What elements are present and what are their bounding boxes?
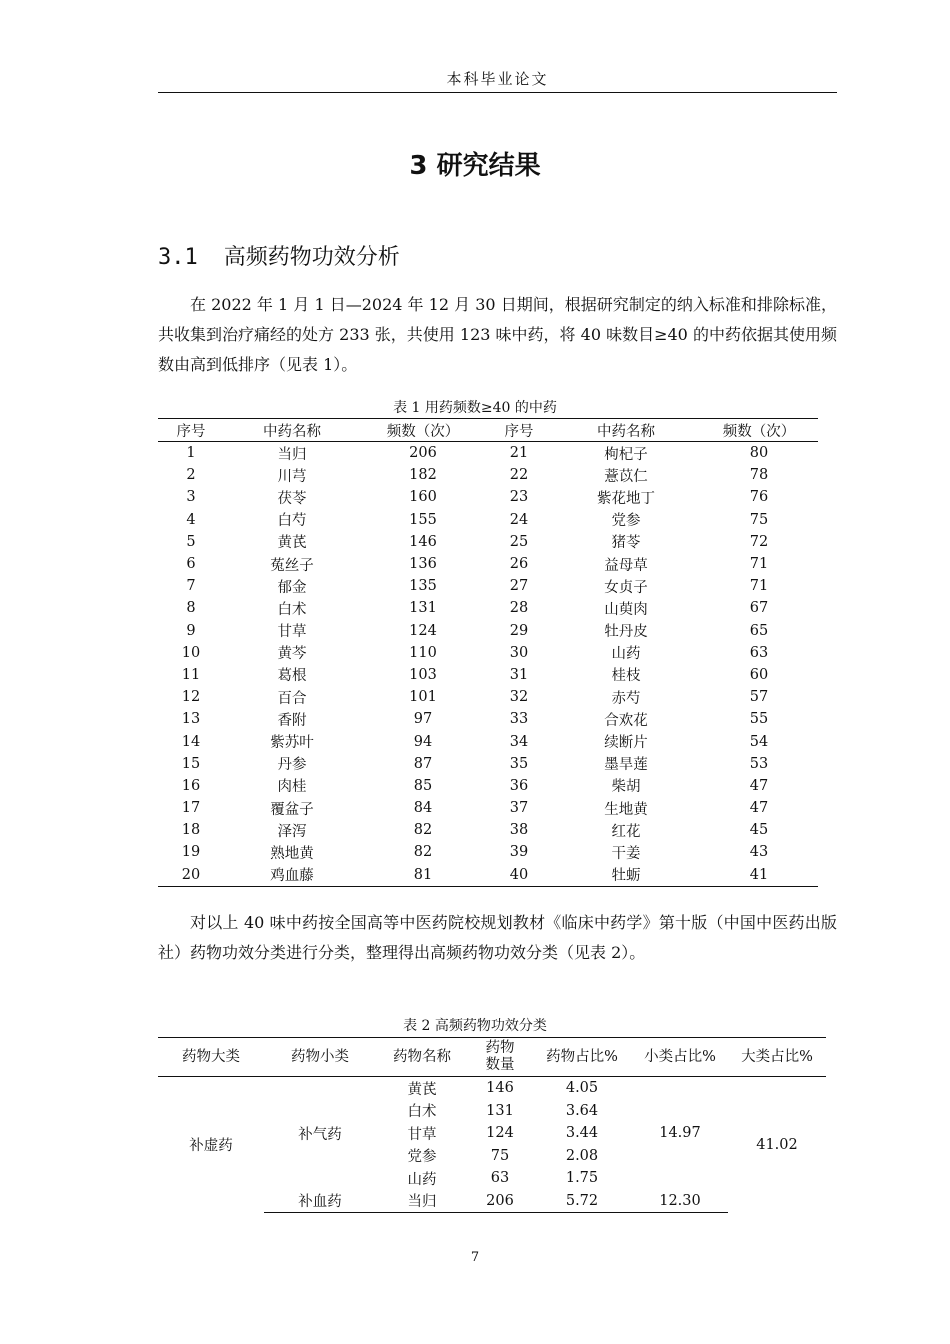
table-cell: 37 <box>509 800 529 817</box>
table-cell: 4 <box>186 511 196 528</box>
table-row <box>158 553 818 575</box>
table-row <box>158 464 818 486</box>
table-cell: 135 <box>409 578 437 595</box>
table-header-row <box>158 419 818 442</box>
table-cell: 101 <box>409 689 437 706</box>
table-cell: 14 <box>181 733 201 750</box>
herb-pct-cell: 3.64 <box>565 1102 599 1119</box>
table-cell: 40 <box>509 866 529 883</box>
herb-pct-cell: 4.05 <box>565 1080 599 1097</box>
chapter-title: 3 研究结果 <box>409 151 541 181</box>
section-title <box>158 240 400 271</box>
table-cell: 熟地黄 <box>270 845 314 862</box>
table-cell: 94 <box>413 733 433 750</box>
table-cell: 11 <box>181 666 201 683</box>
table-cell: 71 <box>749 578 769 595</box>
table-cell: 15 <box>181 755 201 772</box>
table-cell: 紫苏叶 <box>270 735 314 752</box>
table-cell: 45 <box>749 822 769 839</box>
table-row <box>158 708 818 730</box>
table-cell: 10 <box>181 644 201 661</box>
table-row <box>158 775 818 797</box>
table-cell: 28 <box>509 600 529 617</box>
column-header: 药物名称 <box>376 1038 468 1077</box>
column-header: 小类占比% <box>632 1038 728 1077</box>
table-row <box>158 819 818 841</box>
table-cell: 生地黄 <box>604 801 648 818</box>
table2-caption: 表 2 高频药物功效分类 <box>403 1018 547 1034</box>
table-cell: 32 <box>509 689 529 706</box>
table-cell: 29 <box>509 622 529 639</box>
major-class-cell: 补虚药 <box>189 1138 233 1155</box>
table-cell: 146 <box>409 533 437 550</box>
table-cell: 益母草 <box>604 557 648 574</box>
table-cell: 155 <box>409 511 437 528</box>
herb-name-cell: 甘草 <box>407 1126 437 1143</box>
paragraph-intro: 在 2022 年 1 月 1 日—2024 年 12 月 30 日期间，根据研究制定的纳入标准和排除标准，共收集到治疗痛经的处方 233 张，共使用 123 味中药，将 40 味数目≥40 的中药依据其使用频数由高到低排序（见表 1）。 <box>158 295 837 374</box>
table-cell: 13 <box>181 711 201 728</box>
table-cell: 12 <box>181 689 201 706</box>
table-cell: 206 <box>409 445 437 462</box>
column-header <box>468 1038 532 1077</box>
table-cell: 7 <box>186 578 196 595</box>
table-cell: 25 <box>509 533 529 550</box>
table-cell: 43 <box>749 844 769 861</box>
table-cell: 5 <box>186 533 196 550</box>
table-cell: 103 <box>409 666 437 683</box>
table-cell: 31 <box>509 666 529 683</box>
table-cell: 82 <box>413 844 433 861</box>
table-cell: 黄芩 <box>277 646 307 663</box>
table-cell: 26 <box>509 556 529 573</box>
table-cell: 1 <box>186 445 196 462</box>
table-cell: 续断片 <box>604 735 648 752</box>
table-cell: 香附 <box>277 712 307 729</box>
table-cell: 猪苓 <box>611 535 641 552</box>
column-header: 频数（次） <box>700 419 818 442</box>
table-cell: 3 <box>186 489 196 506</box>
major-pct-cell: 41.02 <box>756 1136 798 1153</box>
table-cell: 泽泻 <box>277 823 307 840</box>
herb-pct-cell: 3.44 <box>565 1125 599 1142</box>
table-cell: 110 <box>409 644 437 661</box>
table-cell: 63 <box>749 644 769 661</box>
table-cell: 川芎 <box>277 468 307 485</box>
table-cell: 57 <box>749 689 769 706</box>
table-cell: 覆盆子 <box>270 801 314 818</box>
table-row <box>158 664 818 686</box>
column-header: 药物占比% <box>532 1038 632 1077</box>
table-cell: 21 <box>509 445 529 462</box>
table-cell: 16 <box>181 777 201 794</box>
table-cell: 33 <box>509 711 529 728</box>
table-row <box>158 531 818 553</box>
table-row <box>158 642 818 664</box>
herb-name-cell: 山药 <box>407 1171 437 1188</box>
table-cell: 38 <box>509 822 529 839</box>
column-header: 药物小类 <box>264 1038 376 1077</box>
column-header: 序号 <box>158 419 224 442</box>
page-header: 本科毕业论文 <box>158 68 837 93</box>
table-row <box>158 753 818 775</box>
table-cell: 2 <box>186 467 196 484</box>
table-cell: 36 <box>509 777 529 794</box>
table-cell: 百合 <box>277 690 307 707</box>
section-title-text: 高频药物功效分析 <box>223 245 400 270</box>
table-cell: 鸡血藤 <box>270 868 314 885</box>
column-header: 频数（次） <box>360 419 486 442</box>
table-row <box>158 730 818 752</box>
table-row <box>158 841 818 863</box>
minor-class-cell: 补血药 <box>264 1190 376 1213</box>
minor-class-cell: 补气药 <box>298 1126 342 1143</box>
table-cell: 30 <box>509 644 529 661</box>
table-cell: 红花 <box>611 823 641 840</box>
table-row <box>158 620 818 642</box>
table-row <box>158 442 818 465</box>
table-cell: 合欢花 <box>604 712 648 729</box>
herb-count-cell: 124 <box>486 1125 514 1142</box>
table-row <box>158 597 818 619</box>
column-header: 序号 <box>486 419 552 442</box>
table-cell: 干姜 <box>611 845 641 862</box>
herb-count-cell: 206 <box>468 1190 532 1213</box>
table-cell: 60 <box>749 666 769 683</box>
table-cell: 81 <box>413 866 433 883</box>
table-cell: 53 <box>749 755 769 772</box>
table-cell: 17 <box>181 800 201 817</box>
table-cell: 甘草 <box>277 624 307 641</box>
table-cell: 柴胡 <box>611 779 641 796</box>
table-cell: 55 <box>749 711 769 728</box>
table-cell: 35 <box>509 755 529 772</box>
table-cell: 75 <box>749 511 769 528</box>
column-header: 大类占比% <box>728 1038 826 1077</box>
table-cell: 桂枝 <box>611 668 641 685</box>
paragraph-classification: 对以上 40 味中药按全国高等中医药院校规划教材《临床中药学》第十版（中国中医药出版社）药物功效分类进行分类，整理得出高频药物功效分类（见表 2）。 <box>158 913 837 962</box>
table-cell: 丹参 <box>277 757 307 774</box>
table-row <box>158 486 818 508</box>
table-cell: 牡丹皮 <box>604 624 648 641</box>
table-cell: 9 <box>186 622 196 639</box>
table-cell: 赤芍 <box>611 690 641 707</box>
table-cell: 墨旱莲 <box>604 757 648 774</box>
table-cell: 47 <box>749 777 769 794</box>
column-header: 中药名称 <box>552 419 700 442</box>
table-cell: 24 <box>509 511 529 528</box>
table-row <box>158 1077 826 1100</box>
table-cell: 124 <box>409 622 437 639</box>
herb-name-cell: 当归 <box>376 1190 468 1213</box>
table-cell: 茯苓 <box>277 490 307 507</box>
herb-pct-cell: 2.08 <box>565 1147 599 1164</box>
herb-name-cell: 白术 <box>407 1104 437 1121</box>
table-cell: 160 <box>409 489 437 506</box>
minor-pct-cell: 14.97 <box>659 1125 701 1142</box>
table-cell: 136 <box>409 556 437 573</box>
table-cell: 8 <box>186 600 196 617</box>
table-cell: 72 <box>749 533 769 550</box>
table-row <box>158 797 818 819</box>
table-row <box>158 686 818 708</box>
table-cell: 6 <box>186 556 196 573</box>
section-number: 3.1 <box>158 245 198 270</box>
table-cell: 54 <box>749 733 769 750</box>
table-cell: 枸杞子 <box>604 446 648 463</box>
table-row <box>158 575 818 597</box>
table-cell: 当归 <box>277 446 307 463</box>
table-cell: 党参 <box>611 513 641 530</box>
table1-caption: 表 1 用药频数≥40 的中药 <box>393 400 557 416</box>
table-cell: 65 <box>749 622 769 639</box>
header-line: 药物 <box>485 1040 515 1056</box>
table-cell: 84 <box>413 800 433 817</box>
header-line: 数量 <box>485 1057 515 1073</box>
herb-name-cell: 党参 <box>407 1149 437 1166</box>
table-row <box>158 509 818 531</box>
herb-count-cell: 131 <box>486 1102 514 1119</box>
column-header: 药物大类 <box>158 1038 264 1077</box>
table-cell: 山萸肉 <box>604 601 648 618</box>
table-cell: 白术 <box>277 601 307 618</box>
table-cell: 67 <box>749 600 769 617</box>
efficacy-classification-table <box>158 1037 826 1213</box>
table-cell: 郁金 <box>277 579 307 596</box>
table-cell: 20 <box>181 866 201 883</box>
page-number: 7 <box>470 1250 480 1265</box>
herb-count-cell: 146 <box>486 1080 514 1097</box>
table-cell: 78 <box>749 467 769 484</box>
herb-pct-cell: 1.75 <box>565 1170 599 1187</box>
table-cell: 82 <box>413 822 433 839</box>
table-cell: 34 <box>509 733 529 750</box>
herb-pct-cell: 5.72 <box>532 1190 632 1213</box>
minor-pct-cell: 12.30 <box>632 1190 728 1213</box>
table-cell: 紫花地丁 <box>597 490 655 507</box>
table-cell: 97 <box>413 711 433 728</box>
table-cell: 80 <box>749 445 769 462</box>
table-cell: 18 <box>181 822 201 839</box>
herb-count-cell: 63 <box>490 1170 510 1187</box>
table-cell: 87 <box>413 755 433 772</box>
table-cell: 菟丝子 <box>270 557 314 574</box>
table-cell: 27 <box>509 578 529 595</box>
table-cell: 131 <box>409 600 437 617</box>
table-cell: 39 <box>509 844 529 861</box>
table-row <box>158 864 818 887</box>
table-cell: 41 <box>749 866 769 883</box>
table-cell: 薏苡仁 <box>604 468 648 485</box>
table-cell: 黄芪 <box>277 535 307 552</box>
table-cell: 女贞子 <box>604 579 648 596</box>
herb-frequency-table <box>158 418 818 887</box>
column-header: 中药名称 <box>224 419 360 442</box>
table-cell: 22 <box>509 467 529 484</box>
table-header-row <box>158 1038 826 1077</box>
table-cell: 肉桂 <box>277 779 307 796</box>
table-cell: 23 <box>509 489 529 506</box>
table-cell: 71 <box>749 556 769 573</box>
table-cell: 76 <box>749 489 769 506</box>
table-cell: 85 <box>413 777 433 794</box>
herb-count-cell: 75 <box>490 1147 510 1164</box>
table-cell: 182 <box>409 467 437 484</box>
table-cell: 牡蛎 <box>611 868 641 885</box>
table-cell: 白芍 <box>277 513 307 530</box>
table-cell: 47 <box>749 800 769 817</box>
table-cell: 葛根 <box>277 668 307 685</box>
herb-name-cell: 黄芪 <box>407 1081 437 1098</box>
table-cell: 19 <box>181 844 201 861</box>
table-cell: 山药 <box>611 646 641 663</box>
